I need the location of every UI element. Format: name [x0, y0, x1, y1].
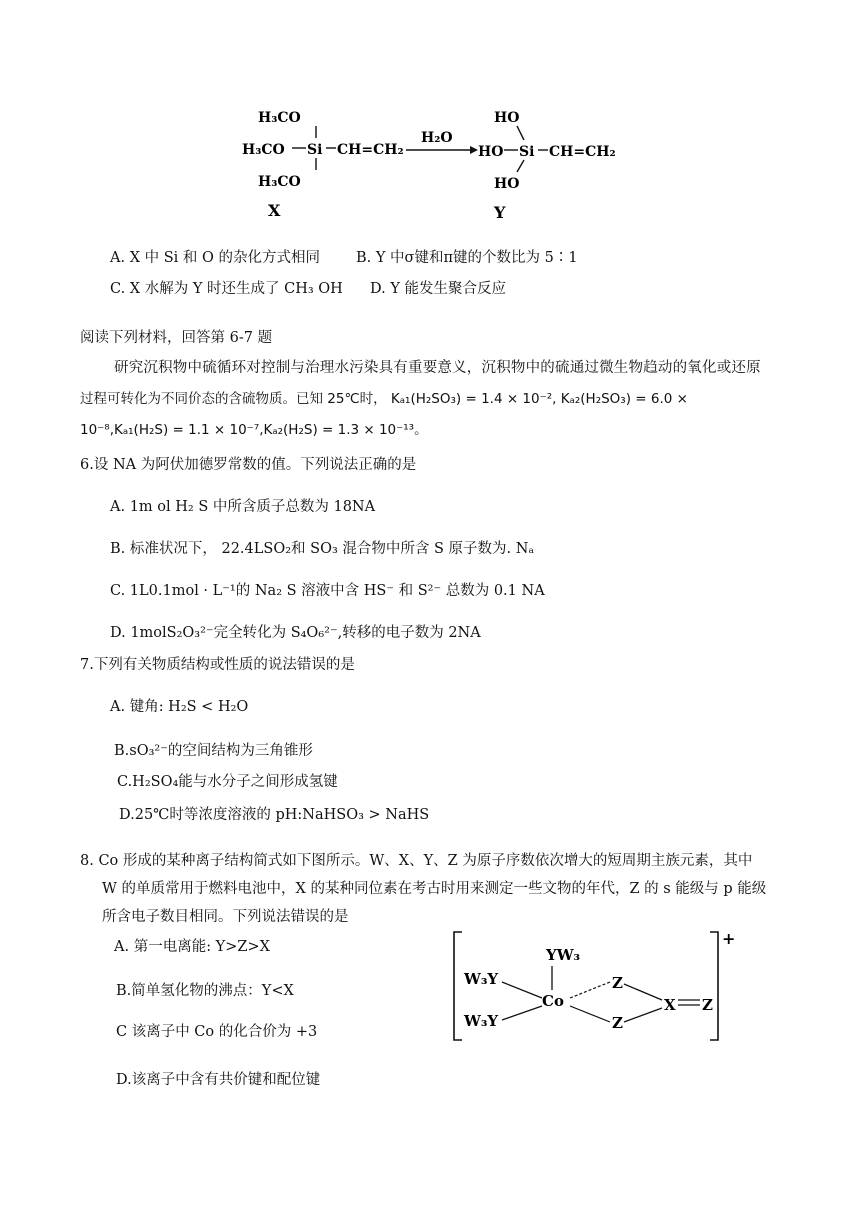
reading-heading: 阅读下列材料，回答第 6-7 题 [80, 330, 273, 346]
label-y: Y [494, 203, 506, 222]
reading-line-2: 过程可转化为不同价态的含硫物质。已知 25℃时， Kₐ₁(H₂SO₃) = 1.4 × 10⁻², Kₐ₂(H₂SO₃) = 6.0 × [80, 391, 688, 407]
q5-option-c: C. X 水解为 Y 时还生成了 CH₃ OH [110, 281, 343, 297]
ligand-left-1: W₃Y [464, 970, 499, 988]
q7-option-c: C.H₂SO₄能与水分子之间形成氢键 [117, 774, 338, 790]
reading-line-3: 10⁻⁸,Kₐ₁(H₂S) = 1.1 × 10⁻⁷,Kₐ₂(H₂S) = 1.3 × 10⁻¹³。 [80, 422, 428, 438]
x-methoxy-bottom: H₃CO [258, 174, 301, 190]
metal-center: Co [542, 992, 564, 1010]
x-methoxy-top: H₃CO [258, 110, 301, 126]
y-hydroxy-top: HO [494, 110, 520, 126]
q6-option-c: C. 1L0.1mol · L⁻¹的 Na₂ S 溶液中含 HS⁻ 和 S²⁻ 总数为 0.1 NA [110, 583, 545, 599]
q5-option-b: B. Y 中σ键和π键的个数比为 5∶1 [356, 250, 578, 266]
y-hydroxy-bottom: HO [494, 176, 520, 192]
q6-option-b: B. 标准状况下， 22.4LSO₂和 SO₃ 混合物中所含 S 原子数为. Nₐ [110, 541, 535, 557]
q8-stem-2: W 的单质常用于燃料电池中，X 的某种同位素在考古时用来测定一些文物的年代，Z 的 s 能级与 p 能级 [102, 881, 767, 897]
q7-option-b: B.sO₃²⁻的空间结构为三角锥形 [114, 743, 313, 759]
y-hydroxy-left: HO [478, 144, 504, 160]
q7-stem: 7.下列有关物质结构或性质的说法错误的是 [80, 657, 355, 673]
ligand-top: YW₃ [546, 946, 581, 964]
q6-option-a: A. 1m ol H₂ S 中所含质子总数为 18NA [110, 499, 376, 515]
reaction-scheme [236, 100, 636, 225]
q6-stem: 6.设 NA 为阿伏加德罗常数的值。下列说法正确的是 [80, 457, 417, 473]
y-si: Si [519, 144, 535, 160]
q7-option-d: D.25℃时等浓度溶液的 pH:NaHSO₃ > NaHS [119, 807, 430, 823]
q8-option-d: D.该离子中含有共价键和配位键 [116, 1072, 321, 1088]
atom-x: X [664, 996, 676, 1014]
q6-option-d: D. 1molS₂O₃²⁻完全转化为 S₄O₆²⁻,转移的电子数为 2NA [110, 625, 481, 641]
charge-sign: + [722, 929, 736, 948]
q8-option-a: A. 第一电离能: Y>Z>X [114, 939, 270, 955]
atom-z-3: Z [702, 996, 713, 1014]
x-si: Si [307, 142, 323, 158]
label-x: X [268, 201, 281, 220]
x-methoxy-left: H₃CO [242, 142, 285, 158]
q8-option-c: C 该离子中 Co 的化合价为 +3 [116, 1024, 318, 1040]
q8-option-b: B.简单氢化物的沸点：Y<X [116, 983, 294, 999]
q8-stem-3: 所含电子数目相同。下列说法错误的是 [102, 909, 349, 925]
reading-line-1: 研究沉积物中硫循环对控制与治理水污染具有重要意义，沉积物中的硫通过微生物趋动的氧化或还原 [114, 360, 761, 376]
atom-z-1: Z [612, 974, 623, 992]
co-complex-diagram [448, 928, 738, 1048]
reagent-h2o: H₂O [421, 130, 453, 146]
atom-z-2: Z [612, 1014, 623, 1032]
y-vinyl: CH=CH₂ [549, 144, 616, 160]
x-vinyl: CH=CH₂ [337, 142, 404, 158]
q8-stem-1: 8. Co 形成的某种离子结构简式如下图所示。W、X、Y、Z 为原子序数依次增大的短周期主族元素，其中 [80, 853, 753, 869]
ligand-left-2: W₃Y [464, 1012, 499, 1030]
q7-option-a: A. 键角: H₂S < H₂O [110, 699, 249, 715]
q5-option-a: A. X 中 Si 和 O 的杂化方式相同 [110, 250, 321, 266]
q5-option-d: D. Y 能发生聚合反应 [370, 281, 507, 297]
